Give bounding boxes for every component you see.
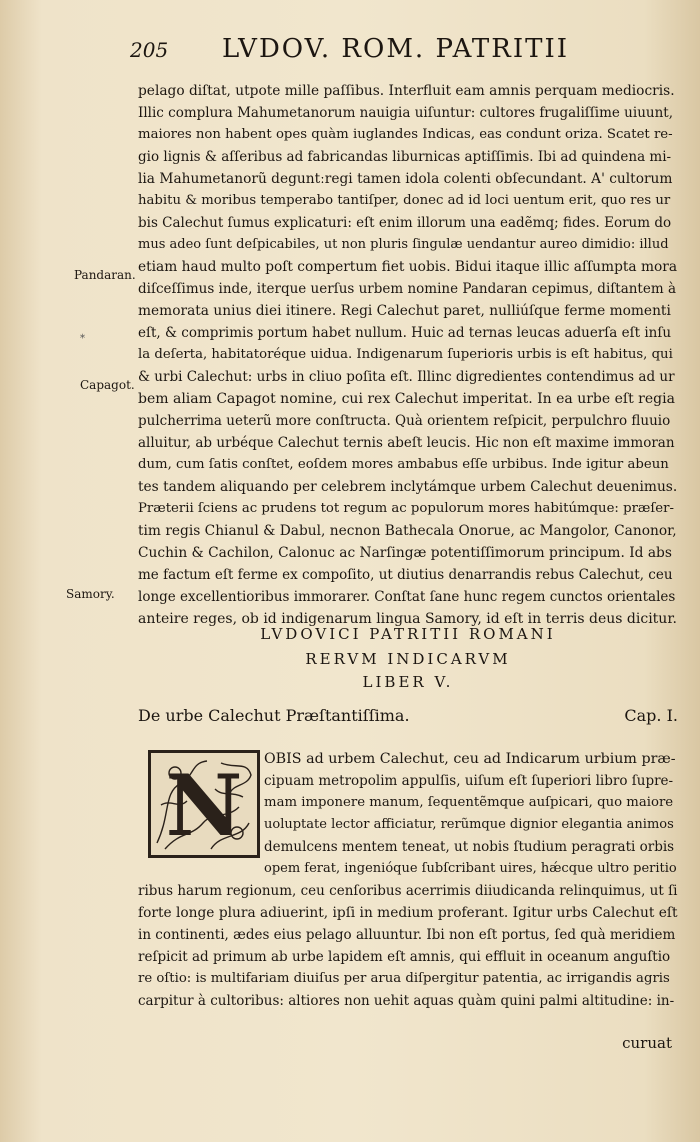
text-line: ribus harum regionum, ceu cenſoribus acerrimis diiudicanda relinquimus, ut ſi — [138, 883, 678, 899]
initial-ornament — [151, 753, 257, 855]
text-line: etiam haud multo poſt compertum fiet uobis. Bidui itaque illic aſſumpta mora — [138, 259, 678, 275]
text-line: mam imponere manum, ſequentẽmque auſpicari, quo maiore — [264, 795, 674, 810]
section-heading-author: LVDOVICI PATRITII ROMANI — [260, 625, 556, 643]
text-line: dum, cum ſatis conſtet, eoſdem mores ambabus eſſe urbibus. Inde igitur abeun — [138, 457, 669, 472]
main-text-block — [138, 80, 678, 630]
text-line: gio lignis & aſſeribus ad fabricandas liburnicas aptiſſimis. Ibi ad quindena mi- — [138, 149, 672, 165]
text-line: forte longe plura adiuerint, ipſi in medium proferant. Igitur urbs Calechut eſt — [138, 905, 678, 921]
text-line: me factum eſt ferme ex compoſito, ut diutius denarrandis rebus Calechut, ceu — [138, 567, 673, 583]
text-line: pelago diſtat, utpote mille paſſibus. Interfluit eam amnis perquam mediocris. — [138, 83, 675, 99]
text-line: & urbi Calechut: urbs in cliuo poſita eſt. Illinc digredientes contendimus ad ur — [138, 369, 675, 385]
margin-note-samory: Samory. — [66, 587, 115, 601]
text-line: bem aliam Capagot nomine, cui rex Calechut imperitat. In ea urbe eſt regia — [138, 391, 675, 407]
text-line: re oſtio: is multifariam diuiſus per arua diſpergitur patentia, ac irrigandis agris — [138, 971, 670, 986]
text-line: OBIS ad urbem Calechut, ceu ad Indicarum urbium præ- — [264, 751, 676, 767]
text-line: longe excellentioribus immorarer. Conſtat ſane hunc regem cunctos orientales — [138, 589, 676, 605]
text-line: la deſerta, habitatoréque uidua. Indigenarum ſuperioris urbis is eſt habitus, qui — [138, 347, 673, 362]
folio-number: 205 — [130, 38, 169, 62]
catchword: curuat — [622, 1034, 672, 1052]
text-line: reſpicit ad primum ab urbe lapidem eſt amnis, qui effluit in oceanum anguſtio — [138, 949, 671, 965]
text-line: maiores non habent opes quàm iuglandes Indicas, eas condunt oriza. Scatet re- — [138, 127, 673, 142]
text-line: bis Calechut ſumus explicaturi: eſt enim illorum una eadẽmq; fides. Eorum do — [138, 215, 672, 231]
text-line: diſceſſimus inde, iterque uerſus urbem nomine Pandaran cepimus, diſtantem à — [138, 281, 676, 297]
text-line: demulcens mentem teneat, ut nobis ſtudium peragrati orbis — [264, 839, 675, 855]
text-line: carpitur à cultoribus: altiores non uehit aquas quàm quini palmi altitudine: in- — [138, 993, 675, 1009]
text-line: Præterii ſciens ac prudens tot regum ac populorum mores habitúmque: præſer- — [138, 501, 674, 516]
text-line: opem ferat, ingenióque ſubſcribant uires, hǽcque ultro peritio — [264, 861, 677, 876]
text-line: lia Mahumetanorũ deguntːregi tamen idola colenti obſecundant. A' cultorum — [138, 171, 673, 187]
chapter-title: De urbe Calechut Præſtantiſſima. — [138, 706, 410, 725]
margin-mark: ⁎ — [80, 330, 85, 341]
running-head — [130, 34, 660, 68]
text-line: alluitur, ab urbéque Calechut ternis abeſt leucis. Hic non eſt maxime immoran — [138, 435, 675, 451]
section-heading-work: RERVM INDICARVM — [305, 650, 511, 668]
section-heading-book: LIBER V. — [362, 673, 454, 691]
margin-note-capagot: Capagot. — [80, 378, 135, 392]
margin-note-pandaran: Pandaran. — [74, 268, 136, 282]
text-line: eſt, & comprimis portum habet nullum. Huic ad ternas leucas aduerſa eſt inſu — [138, 325, 672, 341]
text-line: Illic complura Mahumetanorum nauigia uiſuntur: cultores frugaliſſime uiuunt, — [138, 105, 673, 121]
initial-letter: N — [165, 756, 243, 855]
text-line: tes tandem aliquando per celebrem inclytámque urbem Calechut deuenimus. — [138, 479, 678, 495]
decorated-initial — [148, 750, 260, 858]
text-line: pulcherrima ueterũ more conſtructa. Quà orientem reſpicit, perpulchro fluuio — [138, 413, 671, 429]
text-line: anteire reges, ob id indigenarum lingua Samory, id eſt in terris deus dicitur. — [138, 611, 677, 627]
chapter-opening-lines — [264, 748, 678, 880]
chapter-text-block — [138, 880, 678, 1012]
text-line: mus adeo ſunt deſpicabiles, ut non pluris ſingulæ uendantur aureo dimidio: illud — [138, 237, 669, 252]
text-line: tim regis Chianul & Dabul, necnon Bathecala Onorue, ac Mangolor, Canonor, — [138, 523, 677, 539]
text-line: cipuam metropolim appulſis, uiſum eſt ſuperiori libro ſupre- — [264, 773, 674, 789]
text-line: Cuchin & Cachilon, Calonuc ac Narſingæ potentiſſimorum principum. Id abs — [138, 545, 672, 561]
running-title: LVDOV. ROM. PATRITII — [222, 34, 569, 64]
text-line: memorata unius diei itinere. Regi Calechut paret, nulliúſque ferme momenti — [138, 303, 671, 319]
text-line: uoluptate lector afficiatur, rerũmque dignior elegantia animos — [264, 817, 674, 832]
text-line: in continenti, ædes eius pelago alluuntur. Ibi non eſt portus, ſed quà meridiem — [138, 927, 676, 943]
chapter-number: Cap. I. — [624, 706, 678, 725]
text-line: habitu & moribus temperabo tantiſper, donec ad id loci uentum erit, quo res ur — [138, 193, 671, 208]
chapter-heading — [138, 706, 678, 728]
